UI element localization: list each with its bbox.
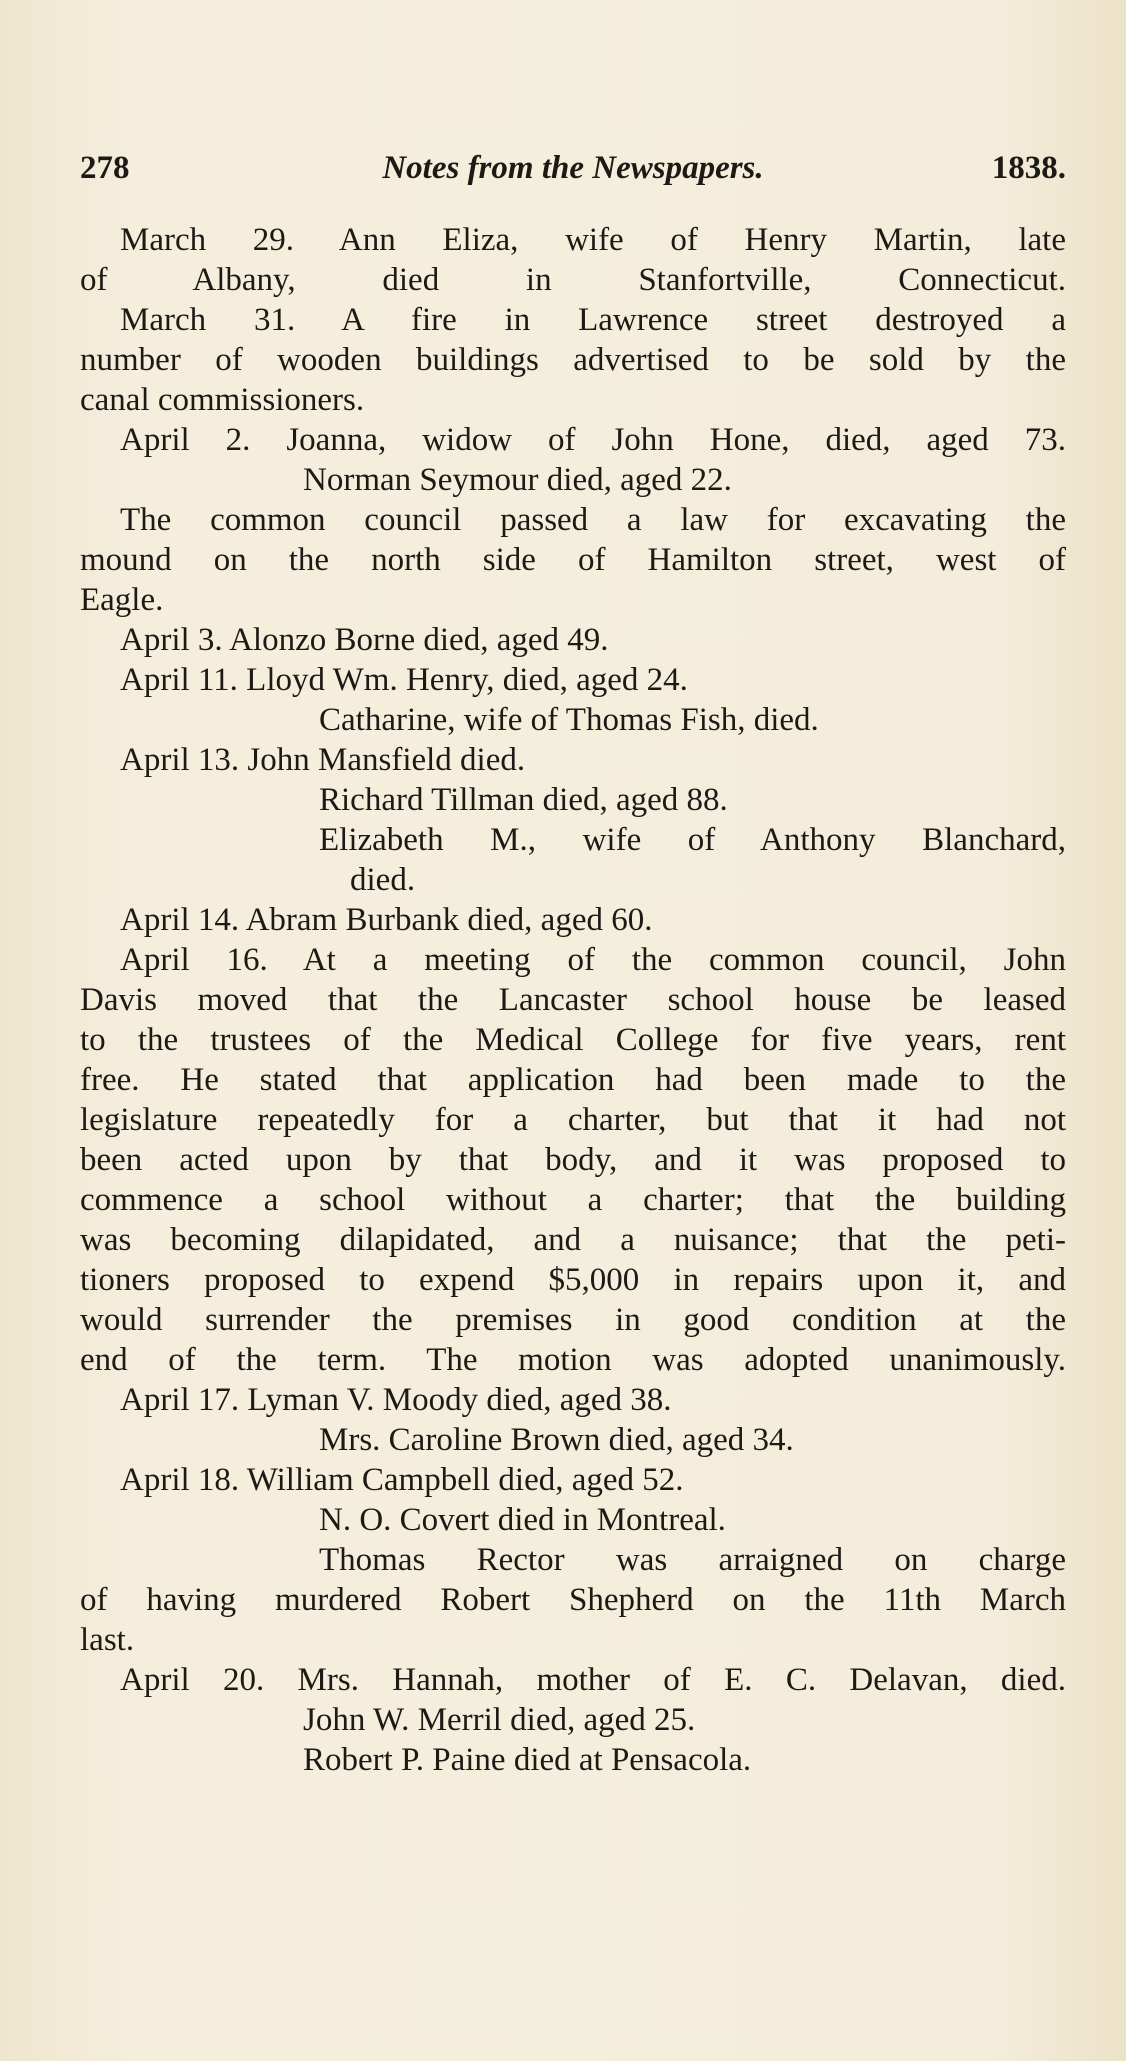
text-line: would surrender the premises in good condition at the [80, 1302, 1066, 1338]
text-line: April 2. Joanna, widow of John Hone, died, aged 73. [120, 422, 1066, 458]
text-line: mound on the north side of Hamilton street, west of [80, 542, 1066, 578]
page-body [80, 220, 1066, 1780]
text-line: March 29. Ann Eliza, wife of Henry Martin, late [120, 222, 1066, 258]
text-line: last. [80, 1622, 135, 1658]
text-line: The common council passed a law for excavating the [120, 502, 1066, 538]
text-line: April 17. Lyman V. Moody died, aged 38. [120, 1382, 672, 1418]
text-line: March 31. A fire in Lawrence street destroyed a [120, 302, 1066, 338]
running-title: Notes from the Newspapers. [382, 150, 764, 186]
text-line: died. [350, 862, 416, 898]
text-line: N. O. Covert died in Montreal. [319, 1502, 726, 1538]
text-line: April 3. Alonzo Borne died, aged 49. [120, 622, 609, 658]
text-line: Elizabeth M., wife of Anthony Blanchard, [319, 822, 1066, 858]
text-line: Eagle. [80, 582, 164, 618]
text-line: free. He stated that application had been made to the [80, 1062, 1066, 1098]
text-line: Robert P. Paine died at Pensacola. [303, 1742, 752, 1778]
text-line: was becoming dilapidated, and a nuisance; that the peti- [80, 1222, 1066, 1258]
text-line: Catharine, wife of Thomas Fish, died. [319, 702, 819, 738]
text-line: April 20. Mrs. Hannah, mother of E. C. Delavan, died. [120, 1662, 1066, 1698]
text-line: April 18. William Campbell died, aged 52. [120, 1462, 684, 1498]
text-line: tioners proposed to expend $5,000 in repairs upon it, and [80, 1262, 1066, 1298]
text-line: Davis moved that the Lancaster school house be leased [80, 982, 1066, 1018]
text-line: Thomas Rector was arraigned on charge [319, 1542, 1066, 1578]
text-line: to the trustees of the Medical College for five years, rent [80, 1022, 1066, 1058]
text-line: end of the term. The motion was adopted unanimously. [80, 1342, 1066, 1378]
text-line: John W. Merril died, aged 25. [303, 1702, 696, 1738]
text-line: April 13. John Mansfield died. [120, 742, 526, 778]
text-line: of Albany, died in Stanfortville, Connecticut. [80, 262, 1066, 298]
text-line: Norman Seymour died, aged 22. [303, 462, 732, 498]
running-header [80, 150, 1066, 200]
text-line: of having murdered Robert Shepherd on the 11th March [80, 1582, 1066, 1618]
text-line: April 11. Lloyd Wm. Henry, died, aged 24. [120, 662, 688, 698]
text-line: April 14. Abram Burbank died, aged 60. [120, 902, 653, 938]
text-line: April 16. At a meeting of the common council, John [120, 942, 1066, 978]
text-line: legislature repeatedly for a charter, but that it had not [80, 1102, 1066, 1138]
text-line: Richard Tillman died, aged 88. [319, 782, 728, 818]
text-line: number of wooden buildings advertised to be sold by the [80, 342, 1066, 378]
text-line: commence a school without a charter; that the building [80, 1182, 1066, 1218]
text-line: canal commissioners. [80, 382, 365, 418]
text-line: been acted upon by that body, and it was proposed to [80, 1142, 1066, 1178]
page-number: 278 [80, 150, 130, 186]
header-year: 1838. [991, 150, 1066, 186]
text-line: Mrs. Caroline Brown died, aged 34. [319, 1422, 794, 1458]
